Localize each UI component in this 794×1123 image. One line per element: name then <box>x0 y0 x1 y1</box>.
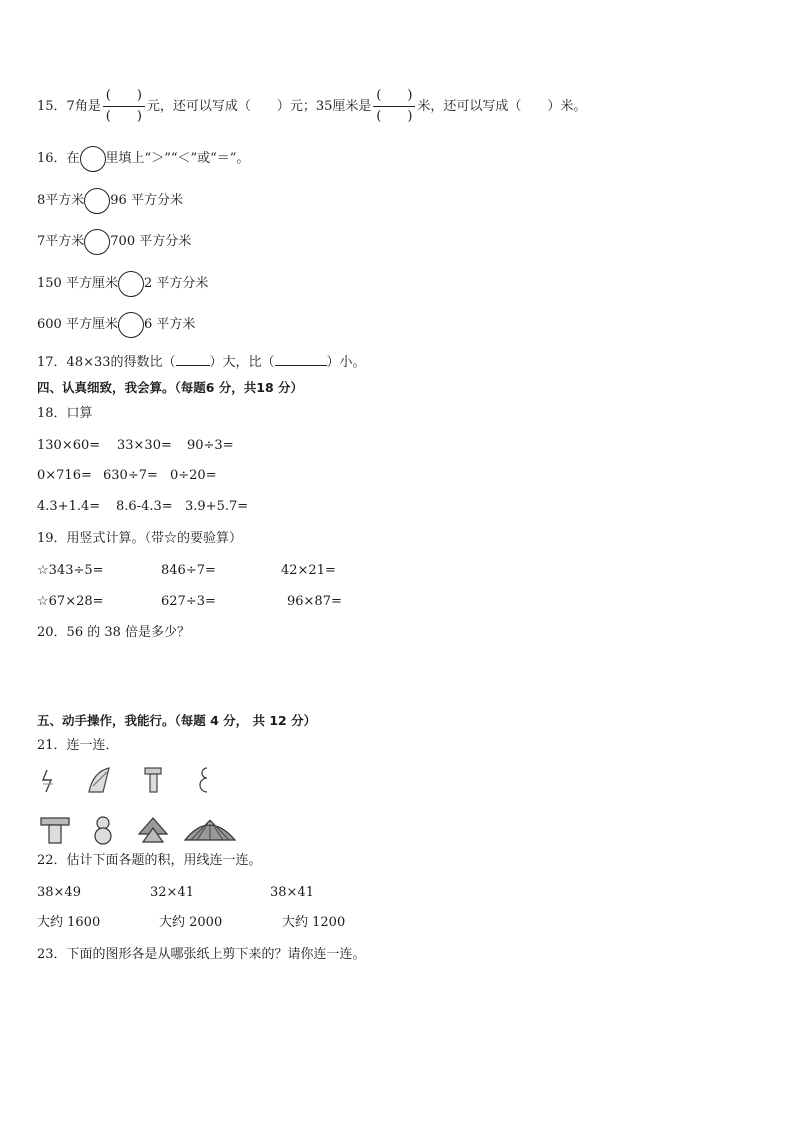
fraction-blank-1[interactable] <box>103 88 145 125</box>
question-18-title: 18．口算 <box>37 406 93 421</box>
compare-row-4 <box>37 316 195 334</box>
compare-left: 600 平方厘米 <box>37 317 118 332</box>
compare-right: 96 平方分米 <box>110 193 183 208</box>
fraction-numerator: ( ) <box>105 88 142 103</box>
compare-left: 150 平方厘米 <box>37 276 118 291</box>
q16-text-1: 16．在 <box>37 151 80 166</box>
question-23: 23．下面的图形各是从哪张纸上剪下来的？请你连一连。 <box>37 947 366 962</box>
shapes-row <box>37 812 267 852</box>
compare-right: 700 平方分米 <box>110 234 192 249</box>
calc-item: 846÷7= <box>161 563 216 578</box>
compare-row-1 <box>37 192 183 210</box>
calc-item: ☆67×28= <box>37 594 104 609</box>
section-4-heading: 四、认真细致，我会算。（每题6 分，共18 分） <box>37 380 304 395</box>
math-item: 8.6-4.3= <box>116 499 173 514</box>
answer-blank-2[interactable] <box>275 353 327 366</box>
math-item: 130×60= <box>37 438 101 453</box>
calc-item: 627÷3= <box>161 594 216 609</box>
math-item: 630÷7= <box>103 468 158 483</box>
question-19-title: 19．用竖式计算。（带☆的要验算） <box>37 531 243 546</box>
compare-row-3 <box>37 275 208 293</box>
cut-pieces-figure <box>37 762 227 798</box>
compare-row-2 <box>37 233 191 251</box>
calc-item: 96×87= <box>287 594 342 609</box>
q15-text-2: 元，还可以写成（ ）元；35厘米是 <box>146 99 372 114</box>
question-15 <box>37 88 587 124</box>
q17-text-1: 17．48×33的得数比（ <box>37 355 176 370</box>
q15-text-1: 7角是 <box>66 99 101 114</box>
fraction-numerator: ( ) <box>376 88 413 103</box>
mental-math-row-2 <box>37 467 217 485</box>
vertical-calc-row-1 <box>37 562 336 580</box>
q17-text-2: ）大，比（ <box>209 355 275 370</box>
table-shape-icon[interactable] <box>41 818 69 843</box>
product-item[interactable]: 38×41 <box>270 885 314 900</box>
vertical-calc-row-2 <box>37 593 342 611</box>
estimate-item[interactable]: 大约 1600 <box>37 915 101 930</box>
compare-left: 7平方米 <box>37 234 85 249</box>
estimate-item[interactable]: 大约 1200 <box>282 915 346 930</box>
question-22-title: 22．估计下面各题的积，用线连一连。 <box>37 853 262 868</box>
product-item[interactable]: 32×41 <box>150 885 194 900</box>
circle-blank-icon <box>80 146 106 172</box>
compare-circle[interactable] <box>118 312 144 338</box>
compare-right: 6 平方米 <box>143 317 196 332</box>
products-row <box>37 884 314 902</box>
tree-shape-icon[interactable] <box>139 818 167 842</box>
compare-circle[interactable] <box>118 271 144 297</box>
whole-shapes-figure <box>37 812 267 848</box>
calc-item: ☆343÷5= <box>37 563 104 578</box>
math-item: 90÷3= <box>187 438 234 453</box>
answer-blank-1[interactable] <box>176 353 210 366</box>
mental-math-row-1 <box>37 437 234 455</box>
question-16 <box>37 150 249 168</box>
umbrella-piece-icon[interactable] <box>89 768 109 792</box>
section-5-heading: 五、动手操作，我能行。（每题 4 分， 共 12 分） <box>37 713 317 728</box>
question-20: 20．56 的 38 倍是多少？ <box>37 625 191 640</box>
compare-left: 8平方米 <box>37 193 85 208</box>
q15-text-3: 米，还可以写成（ ）米。 <box>417 99 587 114</box>
product-item[interactable]: 38×49 <box>37 885 81 900</box>
t-piece-icon[interactable] <box>145 768 161 792</box>
pieces-row <box>37 762 227 802</box>
compare-circle[interactable] <box>84 229 110 255</box>
zigzag-piece-icon[interactable] <box>43 770 53 792</box>
q16-text-2: 里填上“＞”“＜”或“＝”。 <box>105 151 250 166</box>
fraction-bar <box>103 106 145 107</box>
snowman-shape-icon[interactable] <box>95 817 111 844</box>
question-number: 15． <box>37 99 67 114</box>
estimates-row <box>37 914 345 932</box>
fraction-bar <box>373 106 415 107</box>
math-item: 4.3+1.4= <box>37 499 101 514</box>
fraction-blank-2[interactable] <box>373 88 415 125</box>
calc-item: 42×21= <box>281 563 336 578</box>
math-item: 3.9+5.7= <box>185 499 249 514</box>
question-21-title: 21．连一连． <box>37 738 119 753</box>
estimate-item[interactable]: 大约 2000 <box>159 915 223 930</box>
compare-right: 2 平方分米 <box>143 276 209 291</box>
fraction-denominator: ( ) <box>376 109 413 124</box>
compare-circle[interactable] <box>84 188 110 214</box>
question-17 <box>37 353 366 372</box>
q17-text-3: ）小。 <box>326 355 366 370</box>
math-item: 33×30= <box>117 438 172 453</box>
umbrella-shape-icon[interactable] <box>185 820 235 840</box>
math-item: 0÷20= <box>170 468 217 483</box>
math-item: 0×716= <box>37 468 92 483</box>
fraction-denominator: ( ) <box>105 109 142 124</box>
mental-math-row-3 <box>37 498 248 516</box>
half-snowman-piece-icon[interactable] <box>200 768 207 792</box>
